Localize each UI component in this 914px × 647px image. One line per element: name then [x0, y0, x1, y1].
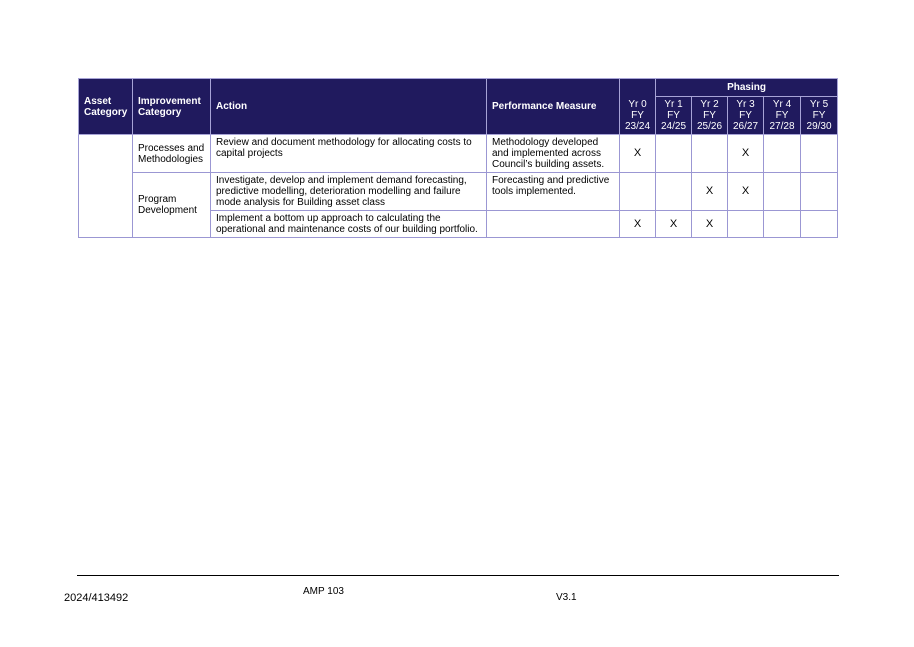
improvement-plan-table [78, 78, 838, 238]
action-cell: Implement a bottom up approach to calculating the operational and maintenance costs of our building portfolio. [211, 211, 487, 238]
header-year-1: Yr 1 FY 24/25 [656, 97, 692, 135]
improvement-category-cell: Processes and Methodologies [133, 135, 211, 173]
document-reference: 2024/413492 [64, 592, 129, 604]
table-row [79, 173, 838, 211]
phasing-mark: X [728, 173, 764, 211]
action-cell: Investigate, develop and implement demand forecasting, predictive modelling, deterioration modelling and failure mode analysis for Building asset class [211, 173, 487, 211]
phasing-mark: X [656, 211, 692, 238]
performance-measure-cell: Forecasting and predictive tools implemented. [487, 173, 620, 211]
performance-measure-cell: Methodology developed and implemented across Council’s building assets. [487, 135, 620, 173]
phasing-mark: X [692, 211, 728, 238]
phasing-mark [764, 135, 801, 173]
improvement-category-cell: Program Development [133, 173, 211, 238]
header-phasing-spacer [620, 79, 656, 97]
phasing-mark: X [620, 211, 656, 238]
document-version: V3.1 [556, 592, 577, 603]
document-code: AMP 103 [303, 586, 344, 597]
phasing-mark [801, 173, 838, 211]
table-row [79, 135, 838, 173]
phasing-mark [764, 211, 801, 238]
asset-category-cell [79, 135, 133, 238]
header-performance-measure: Performance Measure [487, 79, 620, 135]
phasing-mark: X [728, 135, 764, 173]
phasing-mark: X [692, 173, 728, 211]
phasing-mark [656, 173, 692, 211]
header-year-0: Yr 0 FY 23/24 [620, 97, 656, 135]
header-improvement-category: Improvement Category [133, 79, 211, 135]
phasing-mark [801, 135, 838, 173]
header-year-3: Yr 3 FY 26/27 [728, 97, 764, 135]
phasing-mark [801, 211, 838, 238]
header-year-2: Yr 2 FY 25/26 [692, 97, 728, 135]
phasing-mark [656, 135, 692, 173]
header-action: Action [211, 79, 487, 135]
header-year-5: Yr 5 FY 29/30 [801, 97, 838, 135]
action-cell: Review and document methodology for allocating costs to capital projects [211, 135, 487, 173]
phasing-mark [728, 211, 764, 238]
phasing-mark: X [620, 135, 656, 173]
performance-measure-cell [487, 211, 620, 238]
header-asset-category: Asset Category [79, 79, 133, 135]
phasing-mark [620, 173, 656, 211]
phasing-mark [764, 173, 801, 211]
phasing-mark [692, 135, 728, 173]
header-phasing: Phasing [656, 79, 838, 97]
header-year-4: Yr 4 FY 27/28 [764, 97, 801, 135]
footer-divider [77, 575, 839, 576]
